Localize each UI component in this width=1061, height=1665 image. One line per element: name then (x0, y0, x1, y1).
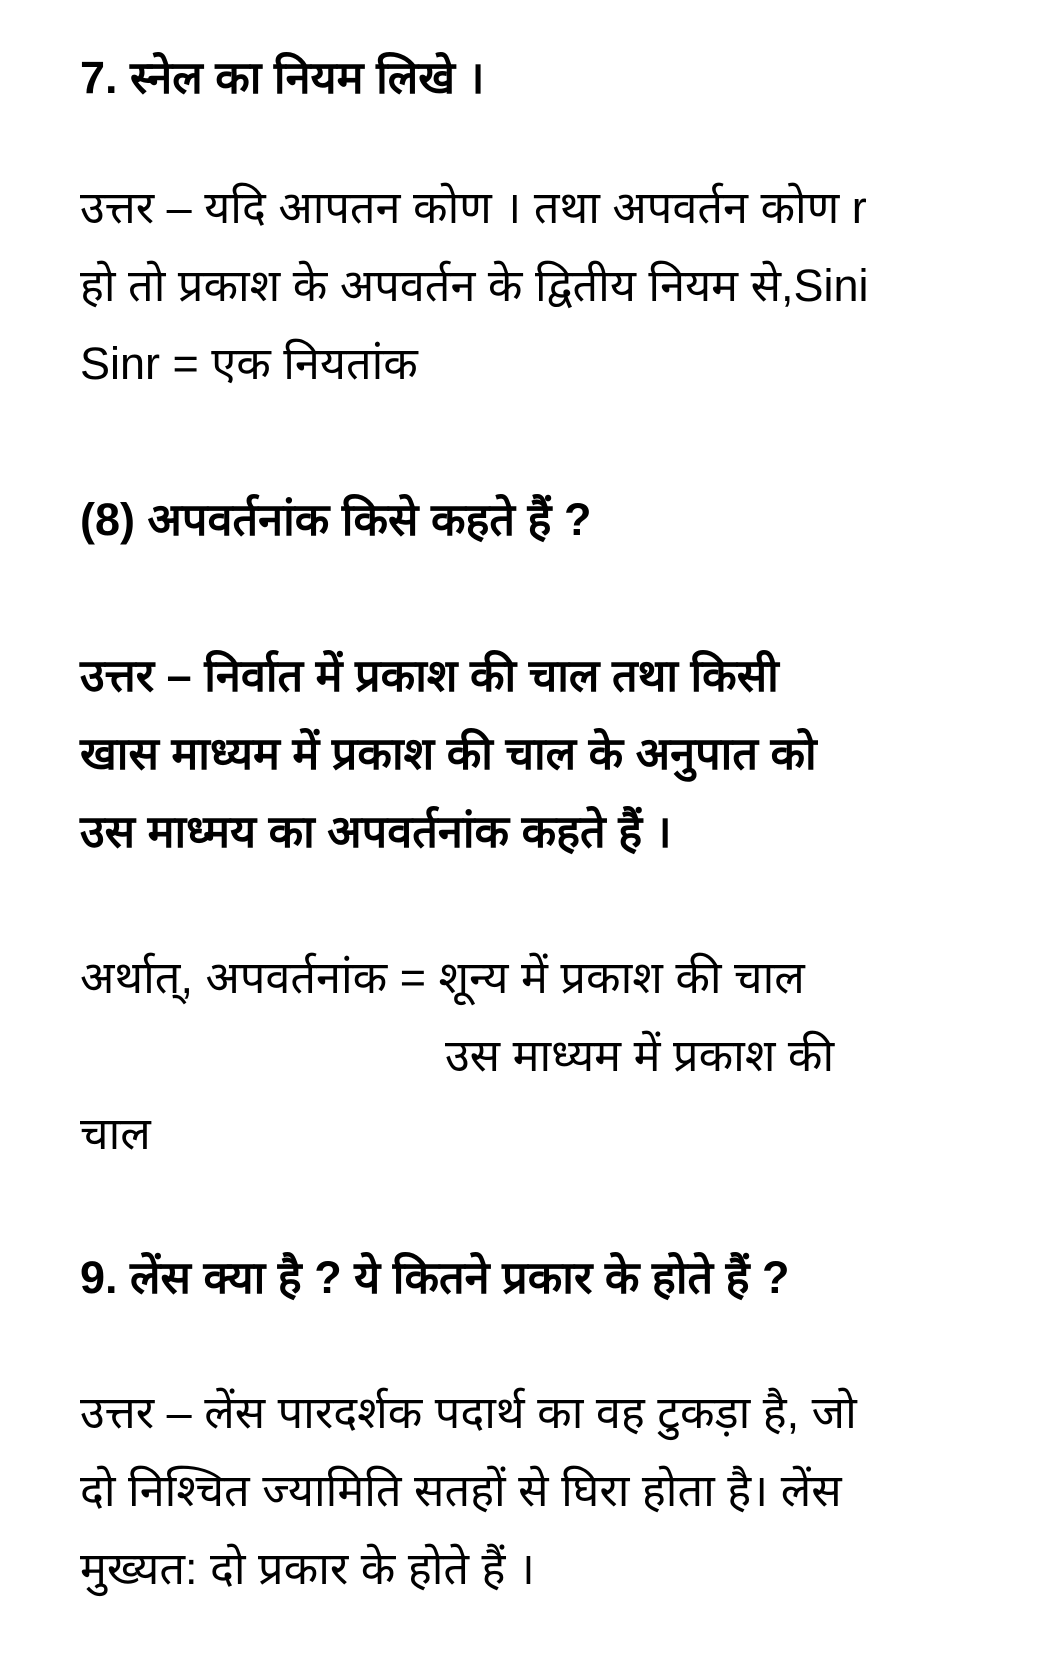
formula-denominator-line: उस माध्यम में प्रकाश की (445, 1030, 835, 1081)
answer-line: मुख्यत: दो प्रकार के होते हैं । (80, 1543, 535, 1594)
question-8-heading: (8) अपवर्तनांक किसे कहते हैं ? (80, 494, 592, 545)
refractive-index-formula (80, 939, 1041, 1173)
answer-line: उस माध्मय का अपवर्तनांक कहते हैं । (80, 806, 672, 857)
formula-denominator-wrap-line: चाल (80, 1108, 151, 1159)
question-9-heading: 9. लेंस क्या है ? ये कितने प्रकार के होते हैं ? (80, 1252, 790, 1303)
answer-line: Sinr = एक नियतांक (80, 338, 418, 389)
question-8-answer (80, 637, 1041, 871)
answer-line: उत्तर – निर्वात में प्रकाश की चाल तथा किसी (80, 650, 779, 701)
question-7-answer (80, 169, 1041, 403)
answer-line: उत्तर – यदि आपतन कोण । तथा अपवर्तन कोण r (80, 182, 867, 233)
answer-line: खास माध्यम में प्रकाश की चाल के अनुपात को (80, 728, 817, 779)
question-7-heading: 7. स्नेल का नियम लिखे । (80, 52, 485, 103)
formula-numerator-line: अर्थात्, अपवर्तनांक = शून्य में प्रकाश की चाल (80, 952, 805, 1003)
answer-line: उत्तर – लेंस पारदर्शक पदार्थ का वह टुकड़ा है, जो (80, 1387, 857, 1438)
answer-line: दो निश्चित ज्यामिति सतहों से घिरा होता है। लेंस (80, 1465, 842, 1516)
answer-line: हो तो प्रकाश के अपवर्तन के द्वितीय नियम से,Sini (80, 260, 869, 311)
question-9-answer (80, 1374, 1041, 1608)
